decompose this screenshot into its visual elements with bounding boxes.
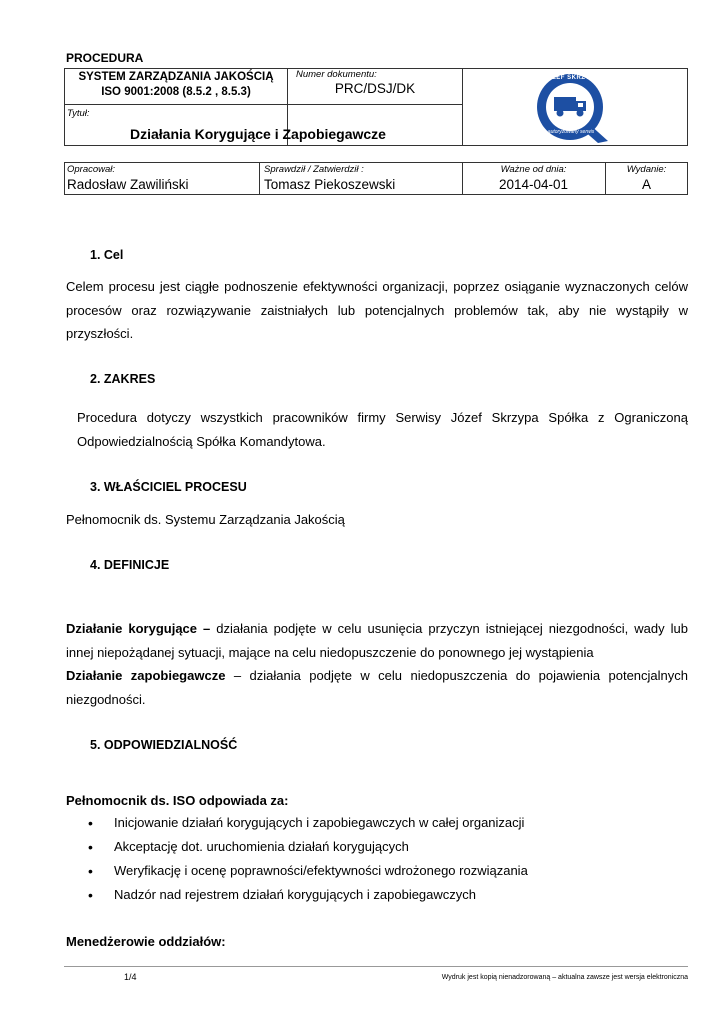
footer-divider [64,966,688,967]
definition-corrective [66,617,688,664]
logo-subtext: autoryzowany serwis [547,129,595,135]
valid-from: 2014-04-01 [498,177,569,192]
definition-preventive-text: – działania podjęte w celu niedopuszczenia do pojawienia potencjalnych niezgodności. [66,668,688,707]
document-title: Działania Korygujące i Zapobiegawcze [130,126,386,142]
iso-responsibility-heading: Pełnomocnik ds. ISO odpowiada za: [66,793,289,808]
section-2-heading: 2. ZAKRES [90,372,156,386]
managers-heading: Menedżerowie oddziałów: [66,934,226,949]
system-line-2: ISO 9001:2008 (8.5.2 , 8.5.3) [101,86,251,98]
info-divider-1 [259,162,260,195]
header-hline-left [64,104,288,105]
header-divider-2 [462,68,463,146]
doc-number: PRC/DSJ/DK [334,81,416,96]
page-number: 1/4 [124,972,137,982]
section-5-heading: 5. ODPOWIEDZIALNOŚĆ [90,738,238,752]
definitions [66,617,688,711]
doc-number-label: Numer dokumentu: [296,69,377,80]
edition-label: Wydanie: [626,164,667,175]
system-line-1: SYSTEM ZARZĄDZANIA JAKOŚCIĄ [78,71,274,83]
list-item: • Nadzór nad rejestrem działań korygujących i zapobiegawczych [88,883,688,907]
prepared-by: Radosław Zawiliński [67,177,189,192]
edition: A [641,177,651,192]
section-4-heading: 4. DEFINICJE [90,558,170,572]
iso-responsibility-list [88,811,688,907]
approved-by: Tomasz Piekoszewski [264,177,396,192]
footer-note: Wydruk jest kopią nienadzorowaną – aktualna zawsze jest wersja elektroniczna [441,974,688,981]
prepared-label: Opracował: [67,164,116,175]
list-item: • Akceptację dot. uruchomienia działań korygujących [88,835,688,859]
procedure-label: PROCEDURA [66,51,144,65]
header-hline-mid [287,104,463,105]
section-3-text: Pełnomocnik ds. Systemu Zarządzania Jakością [66,512,345,527]
section-1-text: Celem procesu jest ciągłe podnoszenie efektywności organizacji, poprzez osiąganie wyznaczonych celów procesów oraz rozwiązywanie zaistniałych lub potencjalnych problemów tak, aby nie wystąpiły w przyszłości. [66,279,688,341]
title-label: Tytuł: [67,108,90,119]
list-item: • Inicjowanie działań korygujących i zapobiegawczych w całej organizacji [88,811,688,835]
section-3-heading: 3. WŁAŚCICIEL PROCESU [90,480,247,494]
valid-label: Ważne od dnia: [500,164,567,175]
approved-label: Sprawdził / Zatwierdził : [264,164,364,175]
logo-text: JÓZEF SKRZYPA [543,75,599,81]
definition-corrective-text: działania podjęte w celu usunięcia przyczyn istniejącej niezgodności, wady lub innej niepożądanej sytuacji, mające na celu niedopuszczenie do ponownego jej wystąpienia [66,621,688,660]
system-name [64,70,288,100]
list-item: • Weryfikację i ocenę poprawności/efektywności wdrożonego rozwiązania [88,859,688,883]
company-logo [530,71,614,145]
definition-preventive [66,664,688,711]
definition-preventive-term: Działanie zapobiegawcze [66,668,226,683]
definition-corrective-term: Działanie korygujące – [66,621,211,636]
section-2-text: Procedura dotyczy wszystkich pracowników firmy Serwisy Józef Skrzypa Spółka z Ograniczoną Odpowiedzialnością Spółka Komandytowa. [77,410,688,449]
section-1-heading: 1. Cel [90,248,124,262]
